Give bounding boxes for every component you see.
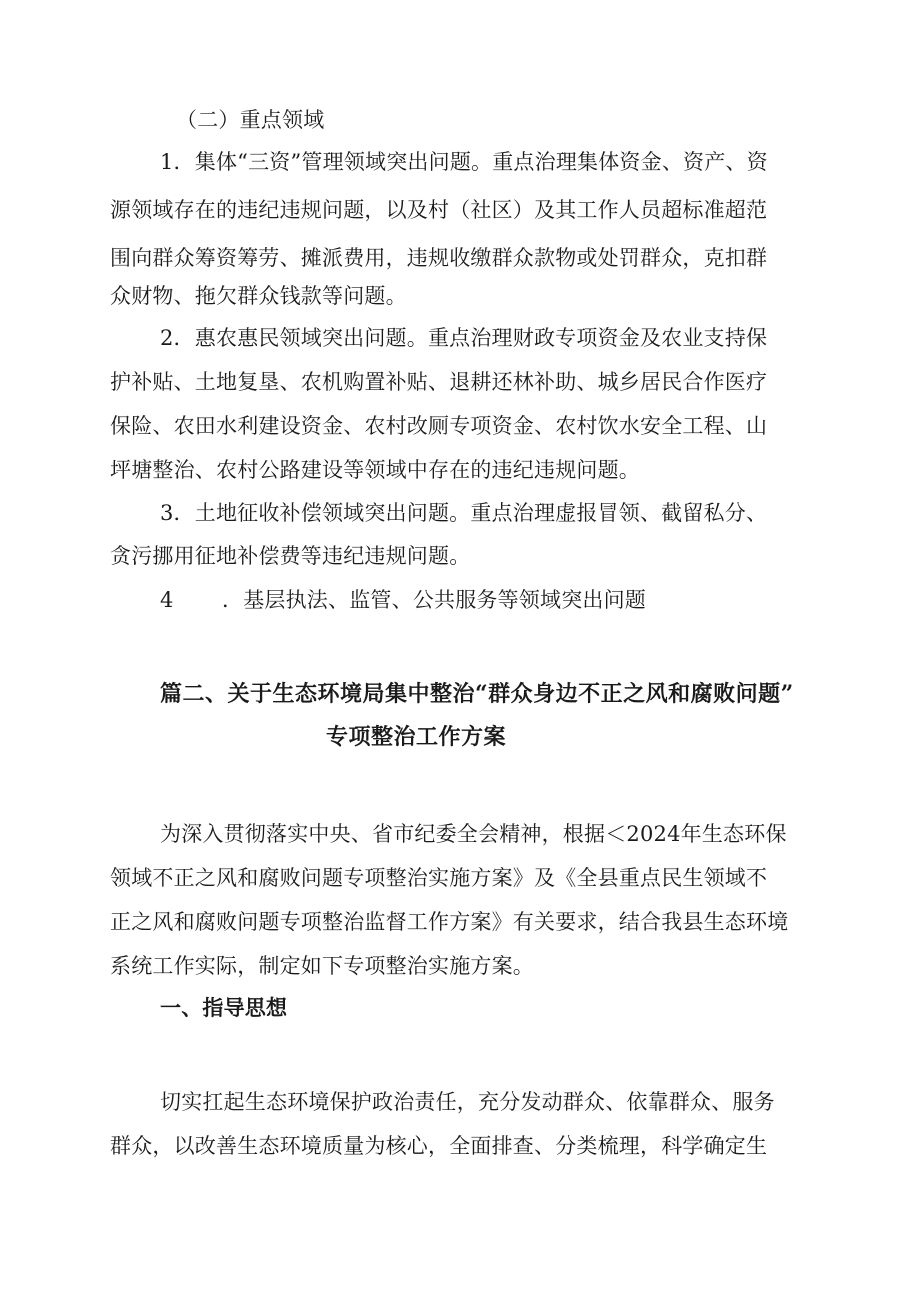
- item1-line1: 1．集体“三资”管理领域突出问题。重点治理集体资金、资产、资: [160, 150, 768, 174]
- item4-text: ．基层执法、监管、公共服务等领域突出问题: [222, 588, 646, 612]
- article-title-line1: 篇二、关于生态环境局集中整治“群众身边不正之风和腐败问题”: [160, 681, 794, 707]
- guiding-text-line2: 群众，以改善生态环境质量为核心，全面排查、分类梳理，科学确定生: [110, 1134, 768, 1158]
- item2-line4: 坪塘整治、农村公路建设等领域中存在的违纪违规问题。: [110, 458, 640, 482]
- item4-number: 4: [160, 588, 174, 612]
- item2-line1: 2．惠农惠民领域突出问题。重点治理财政专项资金及农业支持保: [160, 326, 768, 350]
- item3-line2: 贪污挪用征地补偿费等违纪违规问题。: [110, 544, 471, 568]
- item2-line3: 保险、农田水利建设资金、农村改厕专项资金、农村饮水安全工程、山: [110, 414, 768, 438]
- intro-line2: 领域不正之风和腐败问题专项整治实施方案》及《全县重点民生领域不: [110, 866, 768, 890]
- article-title-line2: 专项整治工作方案: [326, 724, 507, 750]
- item1-line2: 源领域存在的违纪违规问题，以及村（社区）及其工作人员超标准超范: [110, 198, 768, 222]
- item1-line4: 众财物、拖欠群众钱款等问题。: [110, 284, 407, 308]
- item2-line2: 护补贴、土地复垦、农机购置补贴、退耕还林补助、城乡居民合作医疗: [110, 370, 768, 394]
- item1-line3: 围向群众筹资筹劳、摊派费用，违规收缴群众款物或处罚群众，克扣群: [110, 246, 768, 270]
- item3-line1: 3．土地征收补偿领域突出问题。重点治理虚报冒领、截留私分、: [160, 501, 768, 525]
- section-heading-key-areas: （二）重点领域: [176, 108, 325, 132]
- intro-line3: 正之风和腐败问题专项整治监督工作方案》有关要求，结合我县生态环境: [110, 910, 789, 934]
- intro-line4: 系统工作实际，制定如下专项整治实施方案。: [110, 954, 534, 978]
- guiding-ideology-heading: 一、指导思想: [160, 995, 288, 1020]
- guiding-text-line1: 切实扛起生态环境保护政治责任，充分发动群众、依靠群众、服务: [160, 1090, 775, 1114]
- intro-line1: 为深入贯彻落实中央、省市纪委全会精神，根据＜2024年生态环保: [160, 822, 787, 846]
